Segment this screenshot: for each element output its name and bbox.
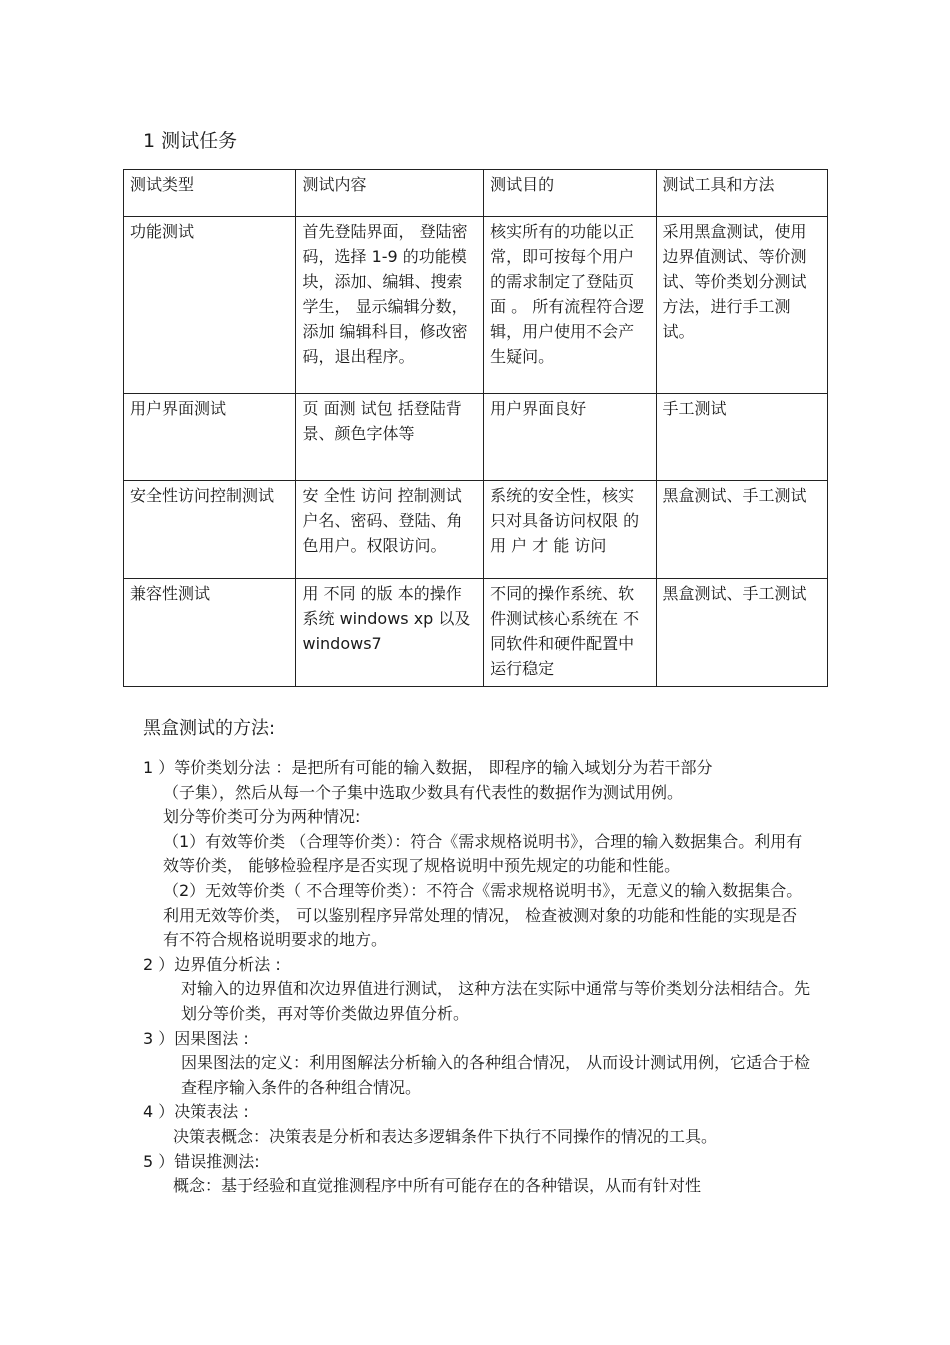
cell-type: 安全性访问控制测试: [124, 481, 296, 579]
method-4-heading: 4 ）决策表法 :: [143, 1102, 249, 1122]
invalid-equivalence-class: （2）无效等价类（ 不合理等价类）：不符合《需求规格说明书》，无意义的输入数据集合。利用无效等价类， 可以鉴别程序异常处理的情况， 检查被测对象的功能和性能的实现是否有不符合规格说明要求的地方。: [163, 880, 803, 950]
cell-tools: 黑盒测试、手工测试: [656, 481, 827, 579]
cell-content: 用 不同 的版 本的操作 系统 windows xp 以及 windows7: [296, 579, 484, 687]
cell-purpose: 核实所有的功能以正常，即可按每个用户的需求制定了登陆页面 。 所有流程符合逻辑，用户使用不会产生疑问。: [484, 217, 656, 394]
header-test-type: 测试类型: [124, 170, 296, 217]
method-4-body: 决策表概念：决策表是分析和表达多逻辑条件下执行不同操作的情况的工具。: [173, 1126, 718, 1146]
method-3-body: 因果图法的定义：利用图解法分析输入的各种组合情况， 从而设计测试用例，它适合于检查程序输入条件的各种组合情况。: [181, 1053, 811, 1097]
cell-type: 兼容性测试: [124, 579, 296, 687]
cell-type: 功能测试: [124, 217, 296, 394]
method-1-line: 划分等价类可分为两种情况:: [163, 807, 361, 827]
table-row: [124, 217, 828, 394]
valid-equivalence-class: （1）有效等价类 （合理等价类）：符合《需求规格说明书》，合理的输入数据集合。利用有效等价类， 能够检验程序是否实现了规格说明中预先规定的功能和性能。: [163, 831, 803, 876]
method-2-body: 对输入的边界值和次边界值进行测试， 这种方法在实际中通常与等价类划分法相结合。先划分等价类，再对等价类做边界值分析。: [181, 979, 811, 1023]
cell-tools: 采用黑盒测试，使用边界值测试、等价测试、等价类划分测试方法，进行手工测试。: [656, 217, 827, 394]
method-1-heading: 1 ）等价类划分法 ：是把所有可能的输入数据， 即程序的输入域划分为若干部分: [143, 758, 713, 777]
method-1-line: （子集），然后从每一个子集中选取少数具有代表性的数据作为测试用例。: [163, 782, 684, 802]
cell-type: 用户界面测试: [124, 394, 296, 481]
cell-purpose: 不同的操作系统、软件测试核心系统在 不同软件和硬件配置中运行稳定: [484, 579, 656, 687]
table-row: [124, 394, 828, 481]
cell-content: 页 面测 试包 括登陆背景、颜色字体等: [296, 394, 484, 481]
cell-purpose: 系统的安全性，核实只对具备访问权限 的 用 户 才 能 访问: [484, 481, 656, 579]
cell-content: 首先登陆界面， 登陆密码，选择 1-9 的功能模块，添加、编辑、搜索学生， 显示编辑分数， 添加 编辑科目，修改密码，退出程序。: [296, 217, 484, 394]
table-row: [124, 481, 828, 579]
section-title: 1 测试任务: [143, 130, 238, 152]
method-5-body: 概念：基于经验和直觉推测程序中所有可能存在的各种错误，从而有针对性: [173, 1176, 702, 1196]
methods-list: [143, 756, 813, 1199]
header-test-purpose: 测试目的: [484, 170, 656, 217]
method-2-heading: 2 ）边界值分析法 :: [143, 954, 281, 974]
test-task-table: [123, 169, 828, 687]
table-row: [124, 579, 828, 687]
header-test-tools: 测试工具和方法: [656, 170, 827, 217]
method-3-heading: 3 ）因果图法 :: [143, 1028, 249, 1048]
cell-tools: 手工测试: [656, 394, 827, 481]
header-test-content: 测试内容: [296, 170, 484, 217]
cell-tools: 黑盒测试、手工测试: [656, 579, 827, 687]
cell-purpose: 用户界面良好: [484, 394, 656, 481]
table-header-row: [124, 170, 828, 217]
method-5-heading: 5 ）错误推测法:: [143, 1151, 260, 1171]
methods-title: 黑盒测试的方法:: [143, 718, 276, 739]
cell-content: 安 全性 访问 控制测试 户名、密码、登陆、角色用户。权限访问。: [296, 481, 484, 579]
